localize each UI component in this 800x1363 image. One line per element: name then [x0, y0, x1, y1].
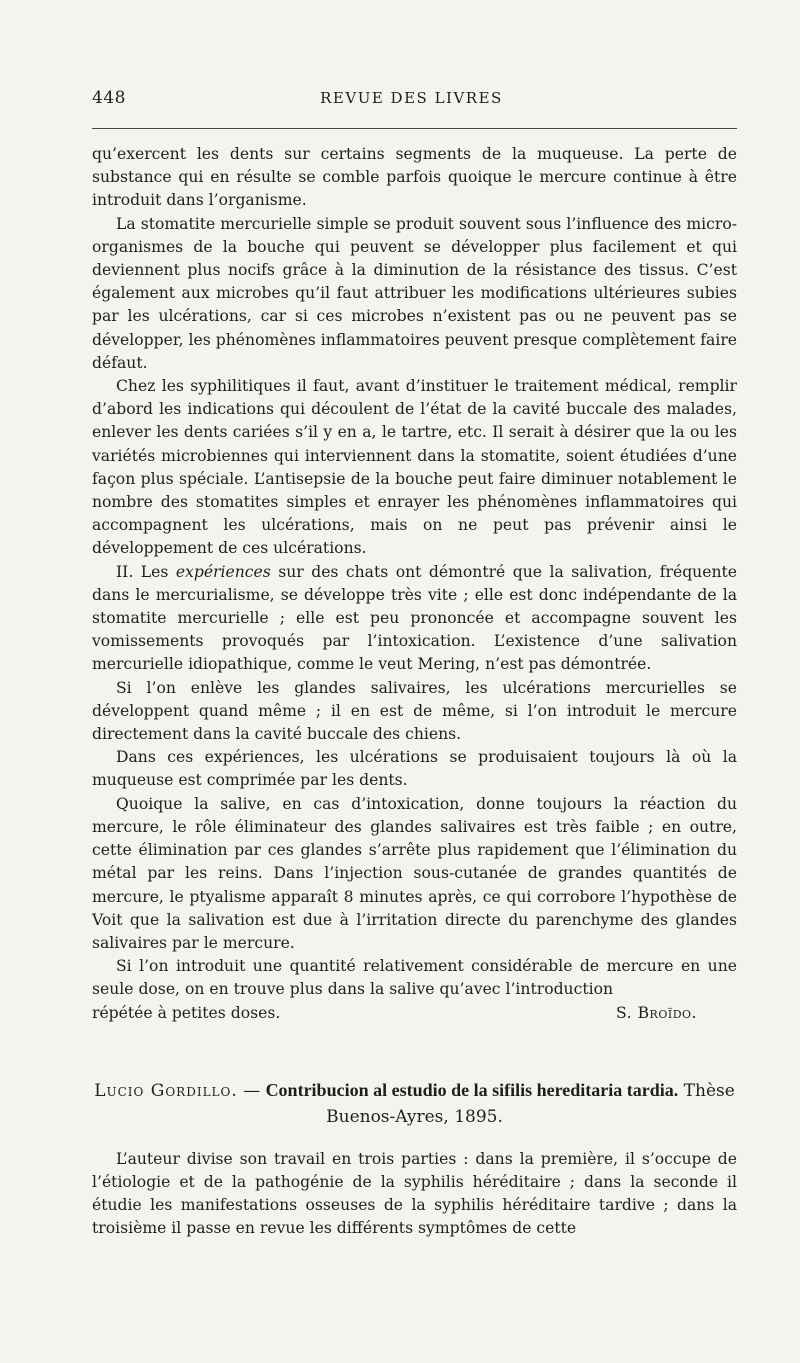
paragraph: Si l’on enlève les glandes salivaires, les ulcérations mercurielles se développent quand même ; il en est de même, si l’on introduit le mercure directement dans la cavité buccale des chiens.: [92, 678, 737, 744]
review-details: Thèse Buenos-Ayres, 1895.: [326, 1080, 735, 1127]
review-author: Lucio Gordillo.: [94, 1080, 238, 1101]
heading-dash: —: [243, 1080, 261, 1101]
book-page: [92, 88, 737, 1241]
paragraph: Quoique la salive, en cas d’intoxication, donne toujours la réaction du mercure, le rôle éliminateur des glandes salivaires est très faible ; en outre, cette élimination par ces glandes s’arrête plus rapidement que l’élimination du métal par les reins. Dans l’injection sous-cutanée de grandes quantités de mercure, le ptyalisme apparaît 8 minutes après, ce qui corrobore l’hypothèse de Voit que la salivation est due à l’irritation directe du parenchyme des glandes salivaires par le mercure.: [92, 794, 737, 952]
second-review-body: [92, 1148, 737, 1241]
first-review-body: [92, 143, 737, 1025]
section2-prefix: II. Les: [116, 562, 169, 581]
review-title: Contribucion al estudio de la sifilis hereditaria tardia.: [265, 1079, 679, 1100]
paragraph: La stomatite mercurielle simple se produit souvent sous l’influence des micro-organismes de la bouche qui peuvent se développer plus facilement et qui deviennent plus nocifs grâce à la diminution de la résistance des tissus. C’est également aux microbes qu’il faut attribuer les modifications ultérieures subies par les ulcérations, car si ces microbes n’existent pas ou ne peuvent pas se développer, les phénomènes inflammatoires peuvent presque complètement faire défaut.: [92, 214, 737, 372]
paragraph: Si l’on introduit une quantité relativement considérable de mercure en une seule dose, on en trouve plus dans la salive qu’avec l’introduction: [92, 957, 737, 999]
reviewer-signature: S. Broïdo.: [616, 1003, 697, 1022]
header-rule: [92, 128, 737, 129]
last-line: répétée à petites doses.: [92, 1003, 281, 1022]
second-review-heading: [92, 1077, 737, 1130]
section2-italic: expériences: [175, 562, 271, 581]
running-title: REVUE DES LIVRES: [320, 89, 503, 107]
paragraph: L’auteur divise son travail en trois parties : dans la première, il s’occupe de l’étiologie et de la pathogénie de la syphilis héréditaire ; dans la seconde il étudie les manifestations osseuses de la syphilis héréditaire tardive ; dans la troisième il passe en revue les différents symptômes de cette: [92, 1149, 737, 1238]
paragraph-section-2: [92, 561, 737, 677]
paragraph: Dans ces expériences, les ulcérations se produisaient toujours là où la muqueuse est comprimée par les dents.: [92, 748, 737, 790]
page-number: 448: [92, 88, 126, 108]
paragraph: Chez les syphilitiques il faut, avant d’instituer le traitement médical, remplir d’abord les indications qui découlent de l’état de la cavité buccale des malades, enlever les dents cariées s’il y en a, le tartre, etc. Il serait à désirer que la ou les variétés microbiennes qui interviennent dans la stomatite, soient étudiées d’une façon plus spéciale. L’antisepsie de la bouche peut faire diminuer notablement le nombre des stomatites simples et enrayer les phénomènes inflammatoires qui accompagnent les ulcérations, mais on ne peut pas prévenir ainsi le développement de ces ulcérations.: [92, 377, 737, 558]
running-head: [92, 88, 737, 112]
paragraph: qu’exercent les dents sur certains segments de la muqueuse. La perte de substance qui en résulte se comble parfois quoique le mercure continue à être introduit dans l’organisme.: [92, 145, 737, 210]
signature-line: [92, 1002, 737, 1025]
section2-rest: sur des chats ont démontré que la salivation, fréquente dans le mercurialisme, se développe très vite ; elle est donc indépendante de la stomatite mercurielle ; elle est peu prononcée et accompagne souvent les vomissements provoqués par l’intoxication. L’existence d’une salivation mercurielle idiopathique, comme le veut Mering, n’est pas démontrée.: [92, 562, 737, 674]
